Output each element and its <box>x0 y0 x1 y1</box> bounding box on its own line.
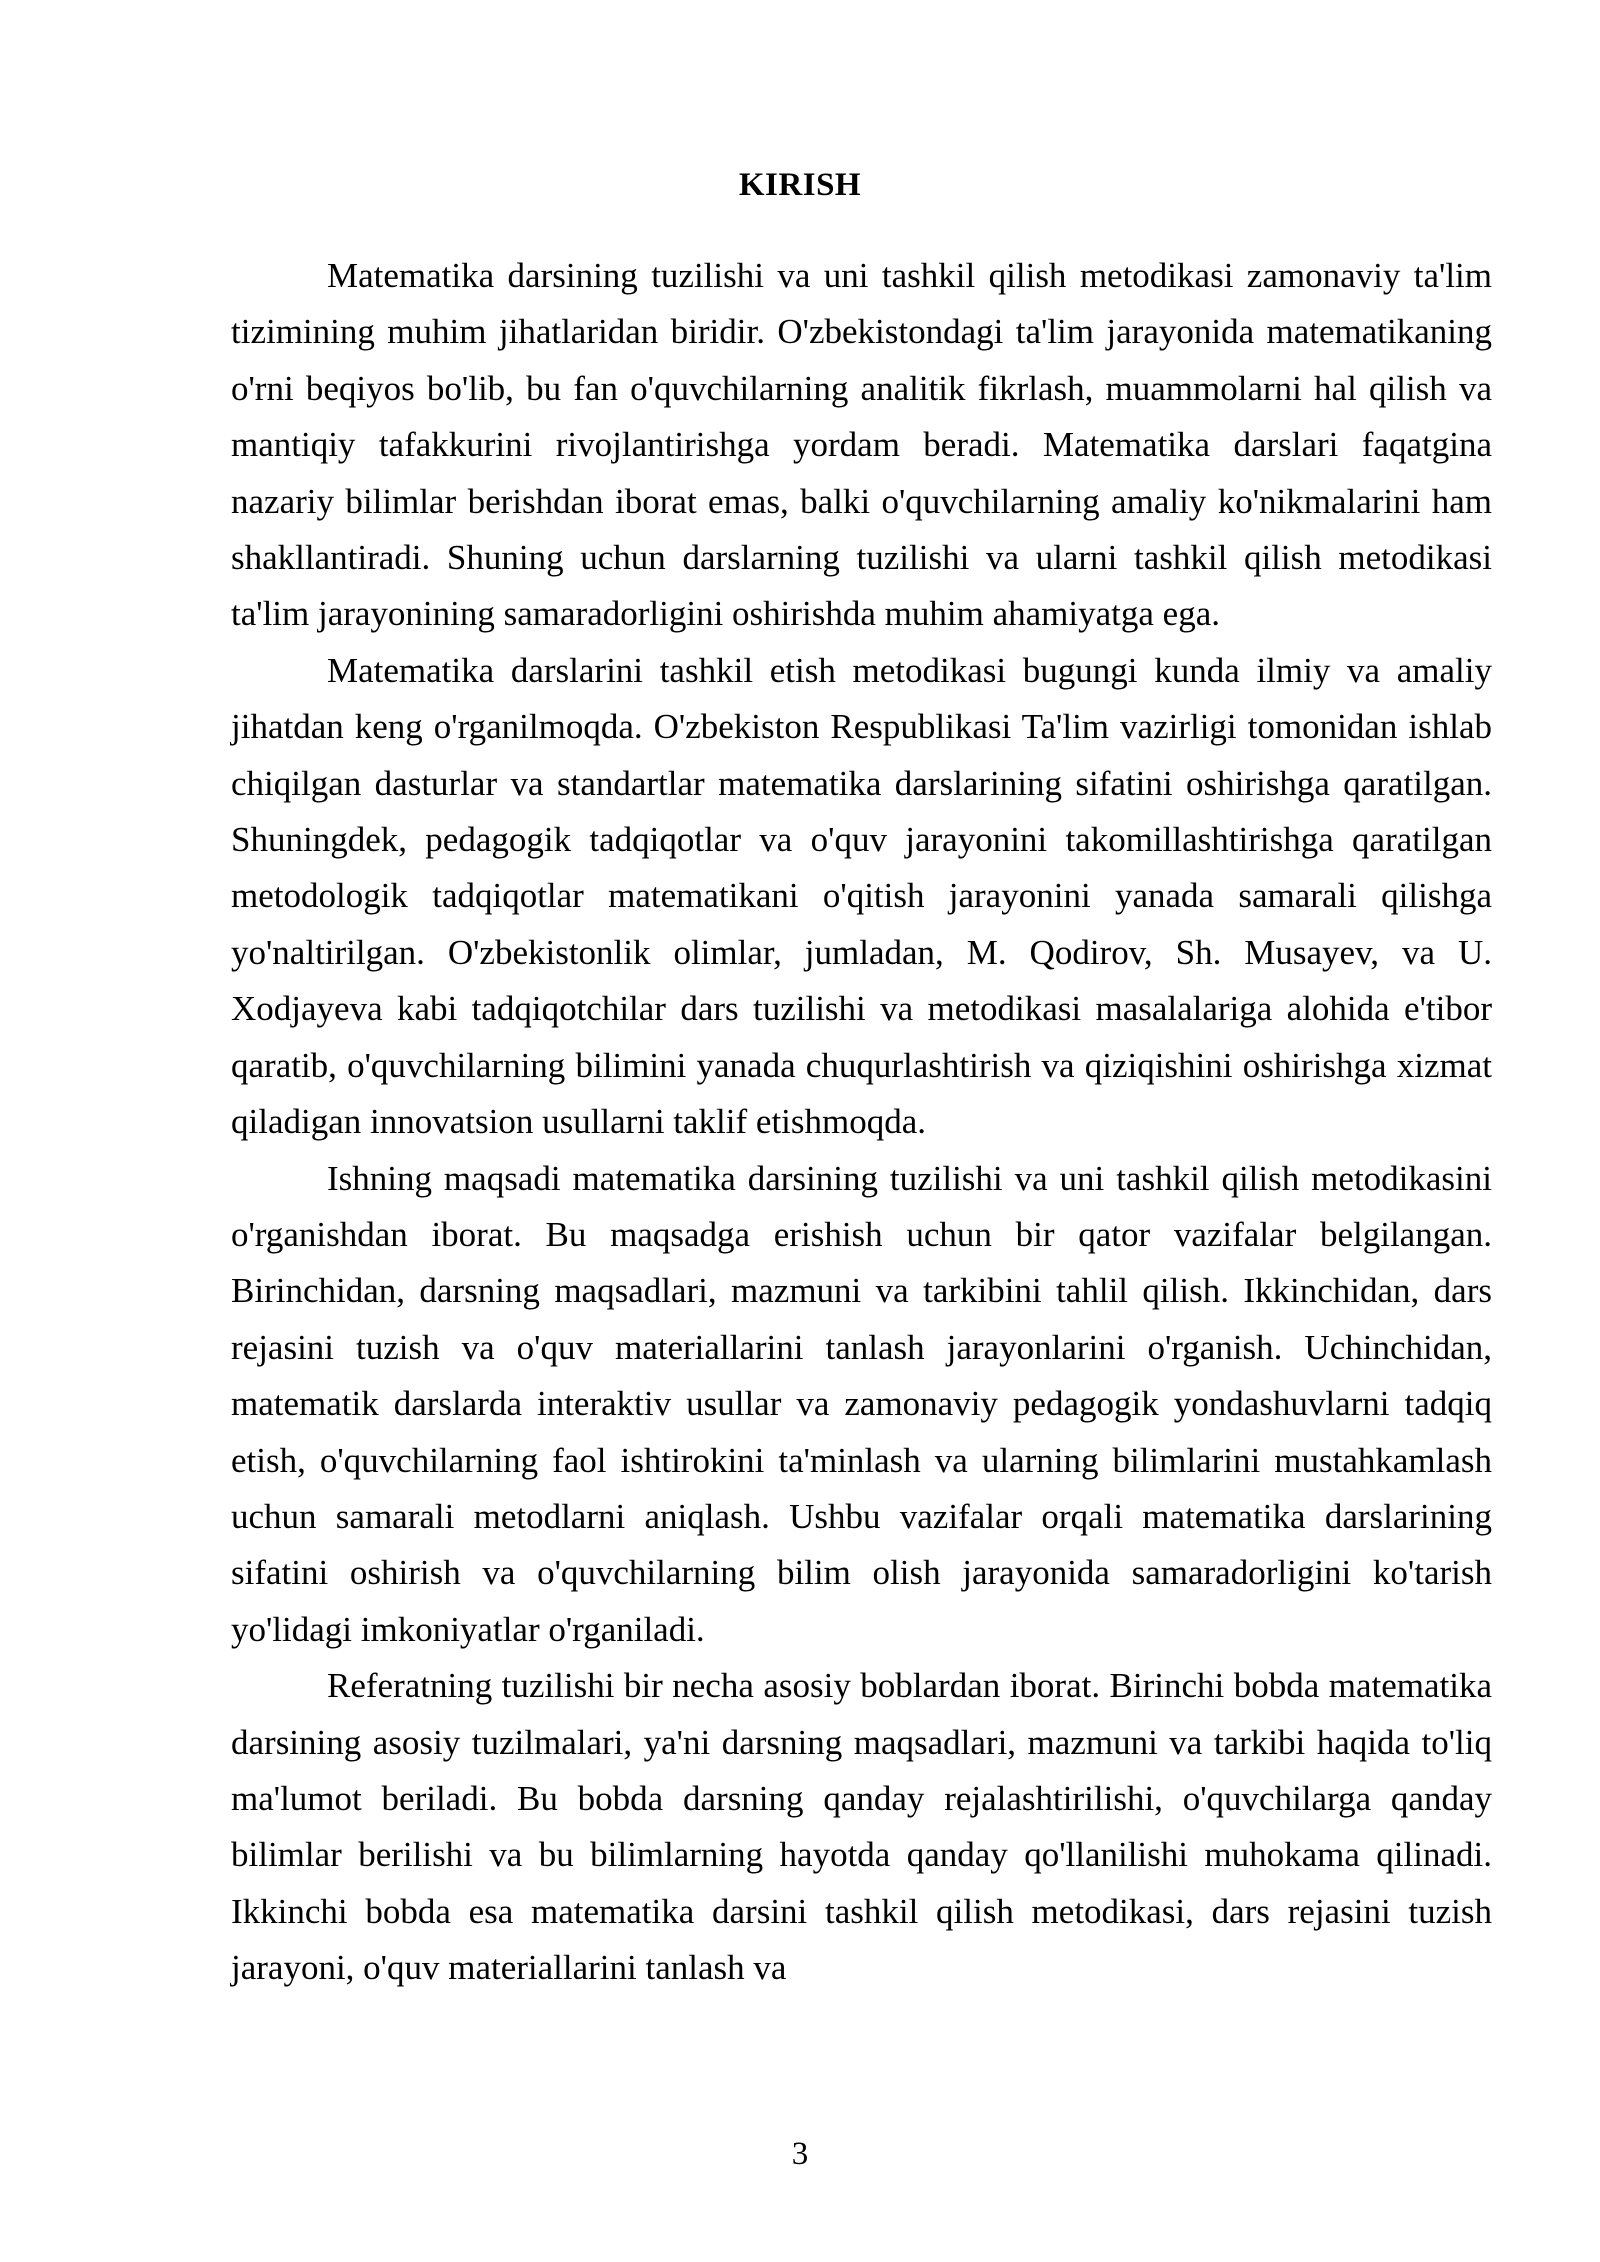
page-title: KIRISH <box>738 167 862 203</box>
paragraph-introduction: Matematika darsining tuzilishi va uni tashkil qilish metodikasi zamonaviy ta'lim tizimining muhim jihatlaridan biridir. O'zbekistondagi ta'lim jarayonida matematikaning o'rni beqiyos bo'lib, bu fan o'quvchilarning analitik fikrlash, muammolarni hal qilish va mantiqiy tafakkurini rivojlantirishga yordam beradi. Matematika darslari faqatgina nazariy bilimlar berishdan iborat emas, balki o'quvchilarning amaliy ko'nikmalarini ham shakllantiradi. Shuning uchun darslarning tuzilishi va ularni tashkil qilish metodikasi ta'lim jarayonining samaradorligini oshirishda muhim ahamiyatga ega. <box>231 256 1492 634</box>
paragraph-goals-tasks: Ishning maqsadi matematika darsining tuzilishi va uni tashkil qilish metodikasini o'rganishdan iborat. Bu maqsadga erishish uchun bir qator vazifalar belgilangan. Birinchidan, darsning maqsadlari, mazmuni va tarkibini tahlil qilish. Ikkinchidan, dars rejasini tuzish va o'quv materiallarini tanlash jarayonlarini o'rganish. Uchinchidan, matematik darslarda interaktiv usullar va zamonaviy pedagogik yondashuvlarni tadqiq etish, o'quvchilarning faol ishtirokini ta'minlash va ularning bilimlarini mustahkamlash uchun samarali metodlarni aniqlash. Ushbu vazifalar orqali matematika darslarining sifatini oshirish va o'quvchilarning bilim olish jarayonida samaradorligini ko'tarish yo'lidagi imkoniyatlar o'rganiladi. <box>231 1158 1492 1649</box>
paragraph-structure: Referatning tuzilishi bir necha asosiy boblardan iborat. Birinchi bobda matematika darsining asosiy tuzilmalari, ya'ni darsning maqsadlari, mazmuni va tarkibi haqida to'liq ma'lumot beriladi. Bu bobda darsning qanday rejalashtirilishi, o'quvchilarga qanday bilimlar berilishi va bu bilimlarning hayotda qanday qo'llanilishi muhokama qilinadi. Ikkinchi bobda esa matematika darsini tashkil qilish metodikasi, dars rejasini tuzish jarayoni, o'quv materiallarini tanlash va <box>231 1666 1492 1988</box>
page-number: 3 <box>791 2136 809 2172</box>
body-text <box>231 248 1492 1997</box>
paragraph-research-background: Matematika darslarini tashkil etish metodikasi bugungi kunda ilmiy va amaliy jihatdan keng o'rganilmoqda. O'zbekiston Respublikasi Ta'lim vazirligi tomonidan ishlab chiqilgan dasturlar va standartlar matematika darslarining sifatini oshirishga qaratilgan. Shuningdek, pedagogik tadqiqotlar va o'quv jarayonini takomillashtirishga qaratilgan metodologik tadqiqotlar matematikani o'qitish jarayonini yanada samarali qilishga yo'naltirilgan. O'zbekistonlik olimlar, jumladan, M. Qodirov, Sh. Musayev, va U. Xodjayeva kabi tadqiqotchilar dars tuzilishi va metodikasi masalalariga alohida e'tibor qaratib, o'quvchilarning bilimini yanada chuqurlashtirish va qiziqishini oshirishga xizmat qiladigan innovatsion usullarni taklif etishmoqda. <box>231 650 1492 1142</box>
